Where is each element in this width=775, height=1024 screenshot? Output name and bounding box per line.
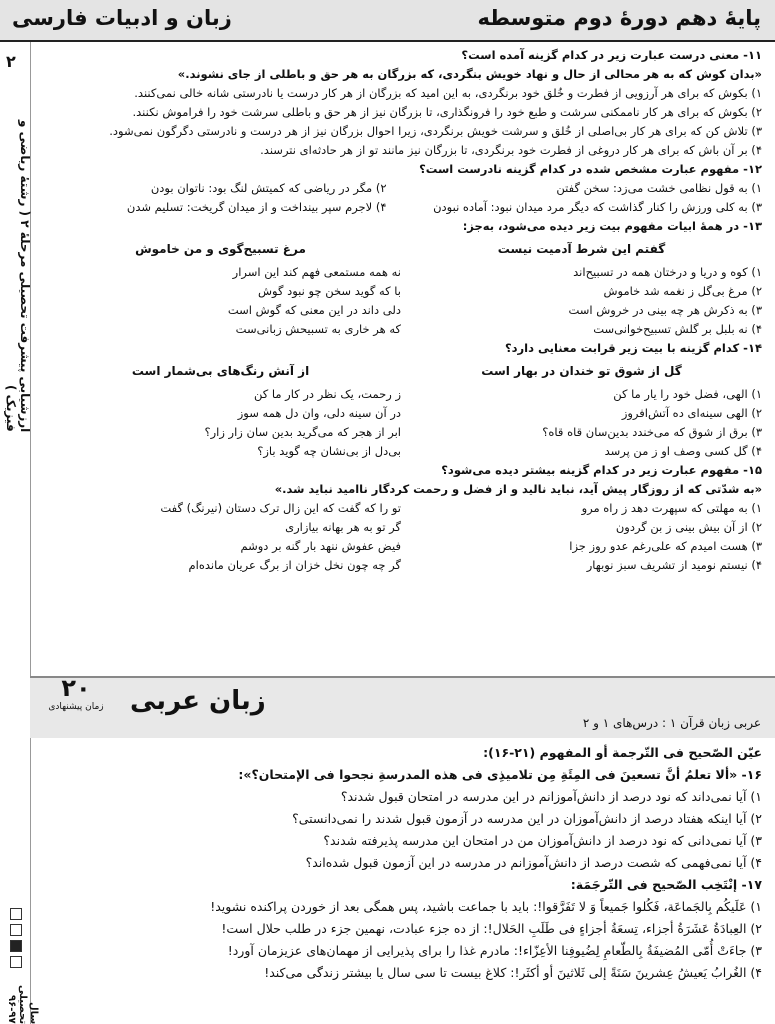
lesson-label: عربی زبان قرآن ۱ : درس‌های ۱ و ۲	[582, 716, 761, 730]
hemistich: ۲) مرغ بی‌گل ز نغمه شد خاموش	[603, 284, 762, 298]
q12-row-2	[40, 198, 762, 217]
hemistich: ۲) از آن بیش بینی ز بن گردون	[615, 520, 762, 534]
q13-option-1[interactable]	[40, 263, 762, 282]
q16-question: ۱۶- «ألا تعلمُ أنَّ تسعینَ فی المِئَةِ مِن تلامیذِی فی هذه المدرسةِ نجحوا فی الإمتحان؟»:	[238, 767, 762, 782]
hemistich: تو را که گفت که این زال ترک دستان (نیرنگ) گفت	[160, 501, 401, 515]
q11-option-1[interactable]: ۱) بکوش که برای هر آرزویی از فطرت و خُلق خود برنگردی، به این امید که بزرگان از هر کار درست یا نادرستی شانه خالی نمی‌کنند.	[134, 86, 762, 100]
q14-verse-1: گل از شوق تو خندان در بهار است	[481, 364, 682, 378]
q13-option-3[interactable]	[40, 301, 762, 320]
vertical-title: ارزشیابی پیشرفت تحصیلی مرحلهٔ ۲ ( رشتهٔ ریاضی و فیزیک )	[4, 119, 32, 432]
hemistich: بی‌دل از بی‌نشان چه گوید باز؟	[257, 444, 401, 458]
time-label: زمان پیشنهادی	[48, 702, 104, 712]
school-year: سال تحصیلی ۹۷-۹۶	[6, 984, 39, 1024]
q14-option-3[interactable]	[40, 423, 762, 442]
box-filled	[10, 940, 22, 952]
hemistich: گر چه چون نخل خزان از برگ عریان مانده‌ام	[188, 558, 401, 572]
q15-option-3[interactable]	[40, 537, 762, 556]
q11-option-4[interactable]: ۴) بر آن باش که برای هر کار دروغی از فطرت خود برنگردی، تا بزرگان نیز مانند تو از هر حادثه‌ای نترسند.	[260, 143, 762, 157]
q14-option-4[interactable]	[40, 442, 762, 461]
q15-option-4[interactable]	[40, 556, 762, 575]
hemistich: دلی داند در این معنی که گوش است	[227, 303, 401, 317]
time-value: ۲۰	[61, 674, 91, 702]
q13-option-4[interactable]	[40, 320, 762, 339]
q15-option-2[interactable]	[40, 518, 762, 537]
side-strip	[0, 42, 39, 1024]
hemistich: ابر از هجر که می‌گرید بدین سان زار زار؟	[204, 425, 401, 439]
header-right-title: پایهٔ دهم دورهٔ دوم متوسطه	[477, 6, 761, 30]
q16-option-2[interactable]: ۲) آیا اینکه هفتاد درصد از دانش‌آموزان در این مدرسه در آزمون قبول شدند را نمی‌دانستی؟	[292, 811, 762, 826]
q14-verse-2: از آنش رنگ‌های بی‌شمار است	[131, 364, 310, 378]
hemistich: با که گوید سخن چو نبود گوش	[258, 284, 401, 298]
q14-option-1[interactable]	[40, 385, 762, 404]
box	[10, 924, 22, 936]
hemistich: ۱) به مهلتی که سپهرت دهد ز راه مرو	[581, 501, 762, 515]
arabic-section-header	[30, 676, 775, 738]
q12-question: ۱۲- مفهوم عبارت مشخص شده در کدام گزینه نادرست است؟	[419, 162, 762, 176]
hemistich: که هر خاری به تسبیحش زبانی‌ست	[235, 322, 401, 336]
q14-verse	[40, 362, 762, 381]
q11-option-3[interactable]: ۳) تلاش کن که برای هر کار بی‌اصلی از خُلق و سرشت خویش برنگردی، زیرا احوال بزرگان نیز از هر درست و نادرستی دگرگون نمی‌شود.	[109, 124, 762, 138]
q15-option-1[interactable]	[40, 499, 762, 518]
hemistich: ۱) کوه و دریا و درختان همه در تسبیح‌اند	[573, 265, 762, 279]
box	[10, 908, 22, 920]
q12-row-1	[40, 179, 762, 198]
q16-option-3[interactable]: ۳) آیا نمی‌دانی که نود درصد از دانش‌آموزان من در امتحان این مدرسه پذیرفته شدند؟	[323, 833, 762, 848]
hemistich: نه همه مستمعی فهم کند این اسرار	[232, 265, 401, 279]
q16-option-1[interactable]: ۱) آیا نمی‌داند که نود درصد از دانش‌آموزانم در این مدرسه در امتحان قبول شدند؟	[340, 789, 762, 804]
q13-verse-2: مرغ تسبیح‌گوی و من خاموش	[135, 242, 306, 256]
page-number: ۲	[6, 52, 16, 71]
hemistich: گر تو به هر بهانه بیازاری	[285, 520, 401, 534]
hemistich: ۳) برق از شوق که می‌خندد بدین‌سان قاه قاه؟	[542, 425, 762, 439]
q13-question: ۱۳- در همهٔ ابیات مفهوم بیت زیر دیده می‌شود، به‌جز:	[462, 219, 762, 233]
hemistich: در آن سینه دلی، وان دل همه سوز	[237, 406, 401, 420]
q17-option-2[interactable]: ۲) العِبادَةُ عَشَرَةُ أجزاء، تِسعَةُ أجزاءٍ فی طَلَبِ الحَلال!: از ده جزء عبادت، نهمین جزء در طلب حلال است!	[221, 921, 762, 936]
q17-option-3[interactable]: ۳) جاءَتْ أُمّی المُضیفَةُ بِالطّعامِ لِضُیوفِنا الأعِزّاء!: مادرم غذا را برای پذیرایی از مهمان‌های عزیزمان آورد!	[227, 943, 762, 958]
q12-option-1[interactable]: ۱) به قول نظامی خشت می‌زد: سخن گفتن	[556, 181, 762, 195]
hemistich: ۱) الهی، فضل خود را یار ما کن	[613, 387, 762, 401]
hemistich: ز رحمت، یک نظر در کار ما کن	[253, 387, 401, 401]
q12-option-2[interactable]: ۲) مگر در ریاضی که کمیتش لنگ بود: ناتوان بودن	[150, 181, 387, 195]
suggested-time	[38, 674, 114, 712]
q15-question: ۱۵- مفهوم عبارت زیر در کدام گزینه بیشتر دیده می‌شود؟	[441, 463, 762, 477]
q17-option-4[interactable]: ۴) الغُرابُ یَعیشُ عِشرینَ سَنَةً إلی ثَلاثینَ أو أکثَر!: کلاغ بیست تا سی سال یا بیشتر زندگی می‌کند!	[264, 965, 762, 980]
hemistich: ۳) هست امیدم که علی‌رغم عدو روز جزا	[569, 539, 762, 553]
q12-option-3[interactable]: ۳) به کلی ورزش را کنار گذاشت که دیگر مرد میدان نبود: آماده نبودن	[433, 200, 762, 214]
hemistich: ۳) به ذکرش هر چه بینی در خروش است	[568, 303, 762, 317]
q13-option-2[interactable]	[40, 282, 762, 301]
persian-section	[40, 46, 762, 575]
arabic-instruction: عیّن الصّحیح فی التّرجمة أو المفهوم (۲۱-۱۶):	[483, 745, 762, 760]
q17-option-1[interactable]: ۱) عَلَیکُم بِالجَماعَة، فَکُلوا جَمیعاً وَ لا تَفَرَّقوا!: باید با جماعت باشید، پس همگی بعد از خوردن پراکنده نشوید!	[210, 899, 762, 914]
section-title: زبان عربی	[130, 686, 266, 716]
q13-verse-1: گفتم این شرط آدمیت نیست	[497, 242, 666, 256]
q11-question: ۱۱- معنی درست عبارت زیر در کدام گزینه آمده است؟	[461, 48, 762, 62]
arabic-section	[40, 742, 762, 984]
q16-option-4[interactable]: ۴) آیا نمی‌فهمی که شصت درصد از دانش‌آموزانم در مدرسه در این آزمون قبول شده‌اند؟	[305, 855, 762, 870]
q12-option-4[interactable]: ۴) لاجرم سپر بینداخت و از میدان گریخت: تسلیم شدن	[126, 200, 387, 214]
q15-quote: «به شدّتی که از روزگار پیش آید، نباید نالید و از فضل و رحمت کردگار ناامید نباید شد.»	[274, 482, 762, 496]
q13-verse	[40, 240, 762, 259]
hemistich: ۴) نیستم نومید از تشریف سبز نوبهار	[586, 558, 762, 572]
page-header	[0, 0, 775, 42]
q14-option-2[interactable]	[40, 404, 762, 423]
q14-question: ۱۴- کدام گزینه با بیت زیر قرابت معنایی دارد؟	[504, 341, 762, 355]
header-left-title: زبان و ادبیات فارسی	[12, 6, 232, 30]
q17-question: ۱۷- إنْتَخِب الصّحیح فی التّرجَمَة:	[570, 877, 762, 892]
q11-quote: «بدان کوش که به هر محالی از حال و نهاد خویش بنگردی، که بزرگان به هر حق و باطلی از جای نشوند.»	[177, 67, 762, 81]
q11-option-2[interactable]: ۲) بکوش که برای هر کار ناممکنی سرشت و طبع خود را فرونگذاری، تا بزرگان نیز از هر حق و باطلی سرشت خود را فراموش نکنند.	[132, 105, 762, 119]
hemistich: ۲) الهی سینه‌ای ده آتش‌افروز	[621, 406, 762, 420]
hemistich: ۴) نه بلبل بر گلش تسبیح‌خوانی‌ست	[593, 322, 762, 336]
hemistich: فیض عفوش ننهد بار گنه بر دوشم	[240, 539, 401, 553]
hemistich: ۴) گل کسی وصف او ز من پرسد	[604, 444, 762, 458]
